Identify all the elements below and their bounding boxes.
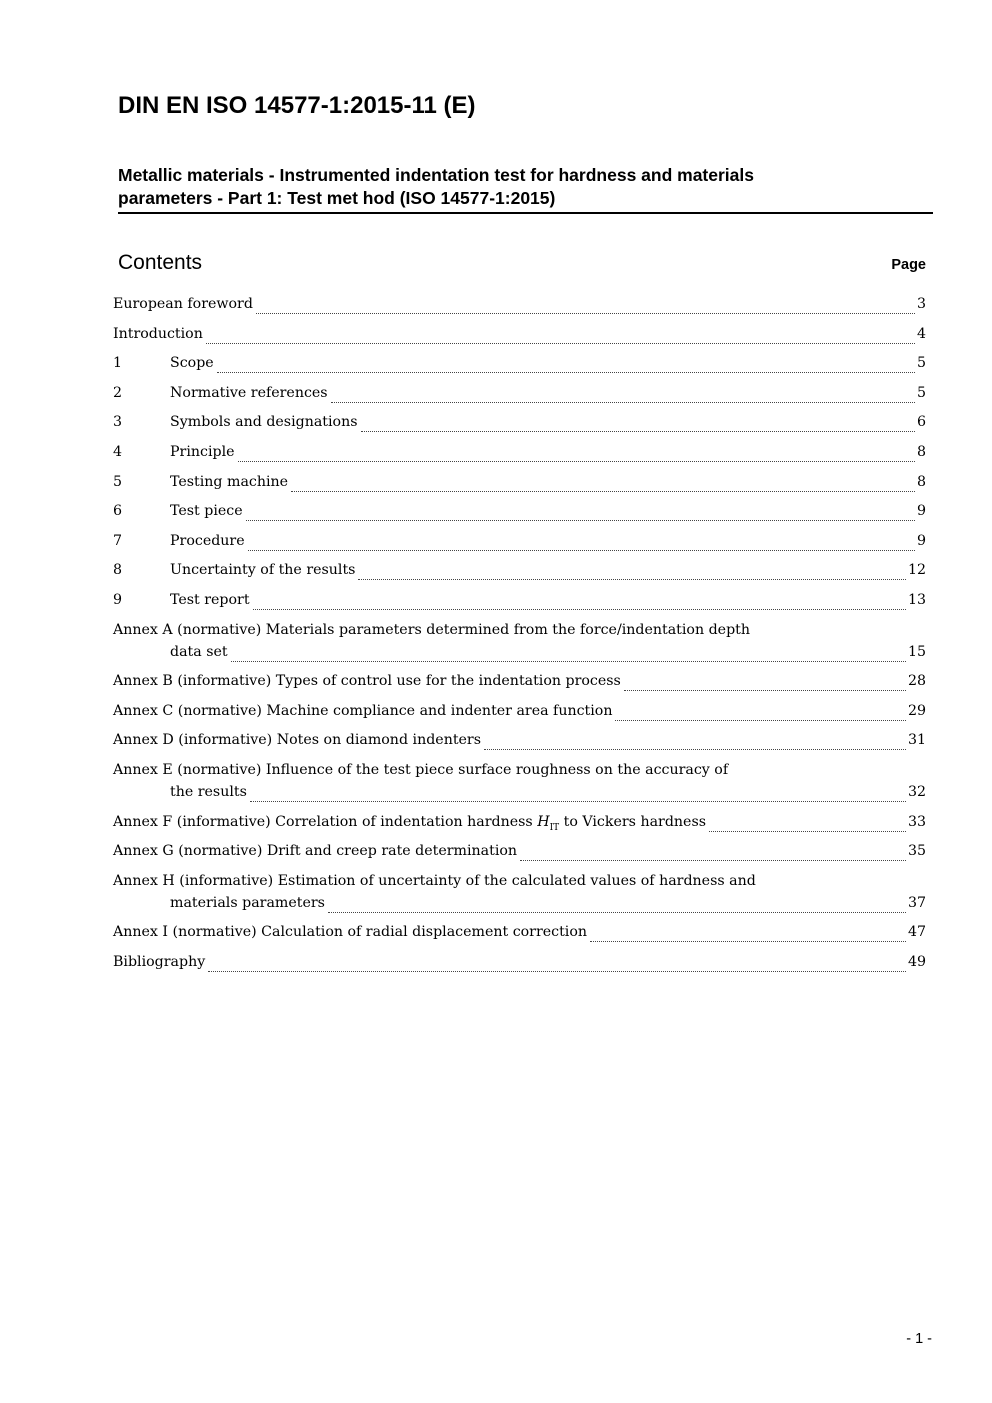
toc-title-line-1: Annex A (normative) Materials parameters determined from the force/indentation depth: [113, 621, 751, 638]
toc-entry-testing-machine[interactable]: [113, 474, 926, 496]
toc-title-line-1: Annex H (informative) Estimation of uncertainty of the calculated values of hardness and: [113, 872, 756, 889]
dot-leader: [291, 490, 915, 492]
toc-entry-annex-b[interactable]: [113, 673, 926, 695]
toc-page: 13: [907, 591, 926, 608]
toc-title-line-2: the results: [170, 783, 247, 800]
toc-page: 47: [907, 924, 926, 941]
dot-leader: [238, 460, 915, 462]
toc-page: 4: [916, 325, 926, 342]
toc-title: Principle: [170, 443, 235, 460]
dot-leader: [624, 689, 906, 691]
dot-leader: [361, 430, 915, 432]
toc-number: 3: [113, 414, 123, 431]
toc-title: Annex C (normative) Machine compliance and indenter area function: [113, 702, 613, 719]
toc-page: 9: [916, 503, 926, 520]
toc-title: Annex B (informative) Types of control use for the indentation process: [113, 673, 621, 690]
dot-leader: [256, 312, 915, 314]
toc-entry-uncertainty[interactable]: [113, 562, 926, 584]
toc-entry-annex-g[interactable]: [113, 843, 926, 865]
toc-number: 5: [113, 473, 123, 490]
toc-page: 28: [907, 673, 926, 690]
toc-page: 3: [916, 296, 926, 312]
subtitle-line-1: Metallic materials - Instrumented indentation test for hardness and materials: [118, 165, 754, 185]
toc-title: European foreword: [113, 296, 253, 312]
toc-title-line-2: materials parameters: [170, 894, 325, 911]
toc-entry-symbols[interactable]: [113, 414, 926, 436]
toc-title: Procedure: [170, 532, 245, 549]
toc-page: 12: [907, 562, 926, 579]
toc-page: 33: [907, 813, 926, 830]
toc-page: 9: [916, 532, 926, 549]
dot-leader: [358, 578, 905, 580]
toc-page: 5: [916, 355, 926, 372]
toc-title-pre: Annex F (informative) Correlation of indentation hardness: [113, 813, 538, 830]
dot-leader: [328, 911, 906, 913]
toc-entry-annex-c[interactable]: [113, 703, 926, 725]
dot-leader: [331, 401, 915, 403]
toc-number: 2: [113, 384, 123, 401]
contents-heading: Contents: [118, 251, 203, 274]
toc-title: Test piece: [170, 503, 243, 520]
toc-entry-european-foreword[interactable]: [113, 296, 926, 318]
document-subtitle: [118, 164, 933, 214]
toc-title: Test report: [170, 591, 250, 608]
toc-page: 15: [907, 643, 926, 660]
dot-leader: [250, 800, 906, 802]
toc-entry-annex-d[interactable]: [113, 732, 926, 754]
toc-page: 5: [916, 384, 926, 401]
dot-leader: [253, 608, 906, 610]
toc-number: 1: [113, 355, 123, 372]
toc-entry-annex-h[interactable]: [113, 873, 926, 917]
dot-leader: [208, 970, 906, 972]
toc-page: 32: [907, 783, 926, 800]
table-of-contents: [113, 296, 926, 983]
toc-title: [113, 814, 706, 833]
toc-number: 7: [113, 532, 123, 549]
toc-entry-test-piece[interactable]: [113, 503, 926, 525]
toc-number: 6: [113, 503, 123, 520]
toc-entry-introduction[interactable]: [113, 326, 926, 348]
dot-leader: [520, 859, 906, 861]
page-number: - 1 -: [906, 1331, 932, 1347]
toc-title: Introduction: [113, 325, 203, 342]
toc-entry-annex-a[interactable]: [113, 622, 926, 666]
toc-title: Annex D (informative) Notes on diamond indenters: [113, 732, 481, 749]
symbol-subscript: IT: [549, 822, 560, 833]
toc-title: Symbols and designations: [170, 414, 358, 431]
dot-leader: [709, 830, 906, 832]
symbol-h: H: [537, 813, 550, 830]
toc-title-line-2: data set: [170, 643, 228, 660]
toc-entry-annex-i[interactable]: [113, 924, 926, 946]
toc-page: 49: [907, 953, 926, 970]
toc-title-line-1: Annex E (normative) Influence of the test piece surface roughness on the accuracy of: [113, 761, 729, 778]
toc-number: 4: [113, 443, 123, 460]
dot-leader: [217, 371, 915, 373]
toc-page: 31: [907, 732, 926, 749]
toc-entry-annex-f[interactable]: [113, 814, 926, 836]
dot-leader: [206, 342, 915, 344]
dot-leader: [231, 660, 906, 662]
toc-page: 6: [916, 414, 926, 431]
toc-page: 29: [907, 702, 926, 719]
dot-leader: [248, 549, 915, 551]
toc-entry-bibliography[interactable]: [113, 954, 926, 976]
subtitle-line-2: parameters - Part 1: Test met hod (ISO 14577-1:2015): [118, 188, 556, 208]
dot-leader: [590, 940, 906, 942]
toc-entry-test-report[interactable]: [113, 592, 926, 614]
toc-entry-normative-references[interactable]: [113, 385, 926, 407]
toc-entry-principle[interactable]: [113, 444, 926, 466]
toc-page: 8: [916, 443, 926, 460]
dot-leader: [484, 748, 906, 750]
toc-number: 9: [113, 591, 123, 608]
toc-page: 37: [907, 894, 926, 911]
toc-entry-annex-e[interactable]: [113, 762, 926, 806]
dot-leader: [246, 519, 915, 521]
toc-title: Annex I (normative) Calculation of radial displacement correction: [113, 924, 587, 941]
toc-title-post: to Vickers hardness: [559, 813, 707, 830]
toc-title: Normative references: [170, 384, 328, 401]
toc-number: 8: [113, 562, 123, 579]
toc-title: Bibliography: [113, 953, 206, 970]
toc-title: Annex G (normative) Drift and creep rate determination: [113, 843, 518, 860]
document-id: DIN EN ISO 14577-1:2015-11 (E): [118, 92, 476, 119]
page-column-label: Page: [891, 257, 926, 273]
dot-leader: [615, 719, 905, 721]
toc-page: 8: [916, 473, 926, 490]
toc-page: 35: [907, 843, 926, 860]
toc-title: Testing machine: [170, 473, 289, 490]
toc-title: Uncertainty of the results: [170, 562, 356, 579]
toc-entry-scope[interactable]: [113, 355, 926, 377]
toc-entry-procedure[interactable]: [113, 533, 926, 555]
toc-title: Scope: [170, 355, 214, 372]
